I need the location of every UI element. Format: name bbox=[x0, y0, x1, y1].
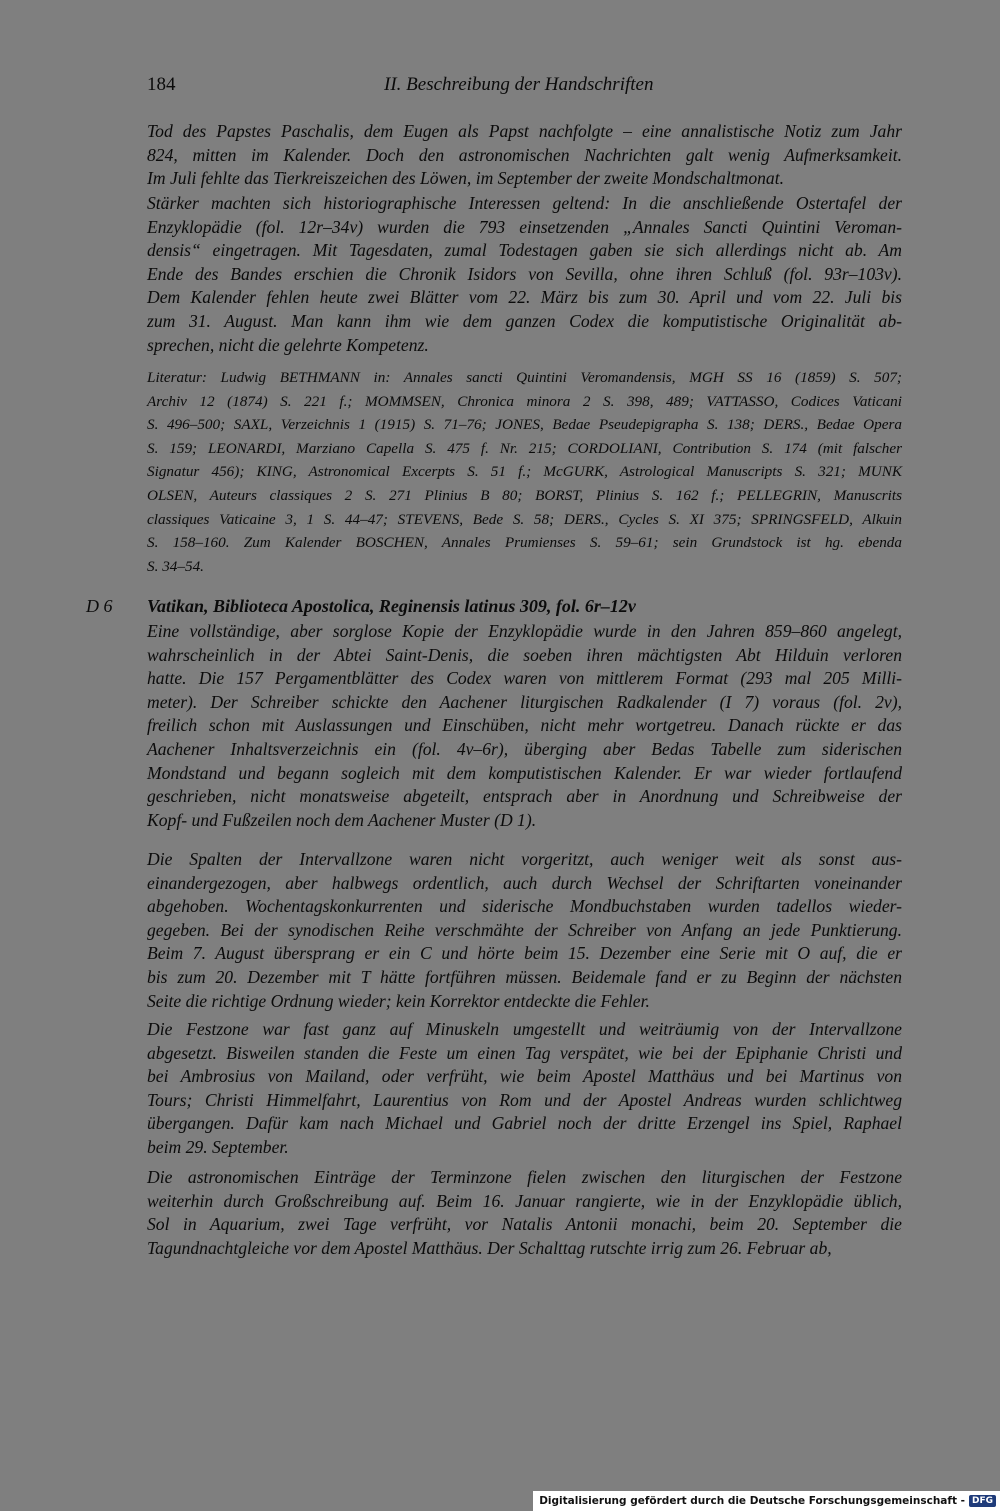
text-line: übergangen. Dafür kam nach Michael und Gabriel noch der dritte Erzengel ins Spiel, Raphael bbox=[147, 1113, 902, 1134]
text-line: densis“ eingetragen. Mit Tagesdaten, zumal Todestagen gaben sie sich allerdings nicht ab. Am bbox=[147, 240, 902, 261]
footer-bar bbox=[533, 1491, 1000, 1511]
text-line: S. 34–54. bbox=[147, 557, 204, 575]
text-line: Enzyklopädie (fol. 12r–34v) wurden die 793 einsetzenden „Annales Sancti Quintini Veroman- bbox=[147, 216, 902, 237]
text-line: sprechen, nicht die gelehrte Kompetenz. bbox=[147, 334, 429, 355]
text-line: Stärker machten sich historiographische Interessen geltend: In die anschließende Ostertafel der bbox=[147, 193, 902, 213]
text-line: beim 29. September. bbox=[147, 1136, 289, 1157]
section-paragraph-1 bbox=[147, 620, 902, 832]
section-paragraph-3 bbox=[147, 1018, 902, 1160]
text-line: hatte. Die 157 Pergamentblätter des Codex waren von mittlerem Format (293 mal 205 Milli- bbox=[147, 668, 902, 689]
text-line: Mondstand und begann sogleich mit dem komputistischen Kalender. Er war wieder fortlaufend bbox=[147, 762, 902, 783]
text-line: classiques Vaticaine 3, 1 S. 44–47; STEVENS, Bede S. 58; DERS., Cycles S. XI 375; SPRINGSFELD, Alkuin bbox=[147, 510, 902, 528]
text-line: Ende des Bandes erschien die Chronik Isidors von Sevilla, ohne ihren Schluß (fol. 93r–103v). bbox=[147, 263, 902, 284]
footer-text: Digitalisierung gefördert durch die Deutsche Forschungsgemeinschaft - bbox=[539, 1495, 965, 1507]
text-line: Die astronomischen Einträge der Terminzone fielen zwischen den liturgischen der Festzone bbox=[147, 1167, 902, 1187]
text-line: Eine vollständige, aber sorglose Kopie der Enzyklopädie wurde in den Jahren 859–860 angelegt, bbox=[147, 621, 902, 641]
text-line: weiterhin durch Großschreibung auf. Beim 16. Januar rangierte, wie in der Enzyklopädie üblich, bbox=[147, 1190, 902, 1211]
text-line: wahrscheinlich in der Abtei Saint-Denis, die soeben ihren mächtigsten Abt Hilduin verloren bbox=[147, 644, 902, 665]
text-line: abgesetzt. Bisweilen standen die Feste um einen Tag verspätet, wie bei der Epiphanie Christi und bbox=[147, 1042, 902, 1063]
page-number: 184 bbox=[147, 74, 176, 95]
text-line: gegeben. Bei der synodischen Reihe verschmähte der Schreiber von Anfang an jede Punktierung. bbox=[147, 919, 902, 940]
text-line: Archiv 12 (1874) S. 221 f.; MOMMSEN, Chronica minora 2 S. 398, 489; VATTASSO, Codices Vaticani bbox=[147, 392, 902, 410]
text-line: 824, mitten im Kalender. Doch den astronomischen Nachrichten galt wenig Aufmerksamkeit. bbox=[147, 144, 902, 165]
text-line: Signatur 456); KING, Astronomical Excerpts S. 51 f.; McGURK, Astrological Manuscripts S. 321; MUNK bbox=[147, 463, 902, 481]
text-line: Im Juli fehlte das Tierkreiszeichen des Löwen, im September der zweite Mondschaltmonat. bbox=[147, 168, 785, 189]
paragraph-intro bbox=[147, 120, 902, 191]
text-line: Tod des Papstes Paschalis, dem Eugen als Papst nachfolgte – eine annalistische Notiz zum Jahr bbox=[147, 121, 902, 141]
text-line: Dem Kalender fehlen heute zwei Blätter vom 22. März bis zum 30. April und vom 22. Juli bis bbox=[147, 287, 902, 308]
text-line: S. 158–160. Zum Kalender BOSCHEN, Annales Prumienses S. 59–61; sein Grundstock ist hg. ebenda bbox=[147, 534, 902, 552]
section-heading: Vatikan, Biblioteca Apostolica, Reginensis latinus 309, fol. 6r–12v bbox=[147, 596, 636, 616]
text-line: OLSEN, Auteurs classiques 2 S. 271 Plinius B 80; BORST, Plinius S. 162 f.; PELLEGRIN, Manuscrits bbox=[147, 486, 902, 504]
text-line: S. 496–500; SAXL, Verzeichnis 1 (1915) S. 71–76; JONES, Bedae Pseudepigrapha S. 138; DERS., Bedae Opera bbox=[147, 416, 902, 434]
text-line: Tagundnachtgleiche vor dem Apostel Matthäus. Der Schalttag rutschte irrig zum 26. Februar ab, bbox=[147, 1237, 832, 1258]
text-line: freilich schon mit Auslassungen und Einschüben, nicht mehr wortgetreu. Danach rückte er das bbox=[147, 715, 902, 736]
text-line: bis zum 20. Dezember mit T hätte fortführen müssen. Beidemale fand er zu Beginn der nächsten bbox=[147, 966, 902, 987]
section-label: D 6 bbox=[86, 596, 113, 616]
literature-list bbox=[147, 366, 902, 578]
section-paragraph-4 bbox=[147, 1166, 902, 1260]
text-line: Beim 7. August übersprang er ein C und hörte beim 15. Dezember eine Serie mit O auf, die er bbox=[147, 943, 902, 964]
text-line: Sol in Aquarium, zwei Tage verfrüht, vor Natalis Antonii monachi, beim 20. September die bbox=[147, 1214, 902, 1235]
paragraph-historiography bbox=[147, 192, 902, 357]
running-title: II. Beschreibung der Handschriften bbox=[384, 74, 654, 95]
text-line: abgehoben. Wochentagskonkurrenten und siderische Mondbuchstaben wurden tadellos wieder- bbox=[147, 896, 902, 917]
text-line: einandergezogen, aber halbwegs ordentlich, auch durch Wechsel der Schriftarten voneinander bbox=[147, 872, 902, 893]
dfg-logo: DFG bbox=[969, 1495, 996, 1507]
text-line: meter). Der Schreiber schickte den Aachener liturgischen Radkalender (I 7) voraus (fol. 2v), bbox=[147, 691, 902, 712]
text-line: Die Festzone war fast ganz auf Minuskeln umgestellt und weiträumig von der Intervallzone bbox=[147, 1019, 902, 1039]
section-paragraph-2 bbox=[147, 848, 902, 1013]
text-line: Kopf- und Fußzeilen noch dem Aachener Muster (D 1). bbox=[147, 809, 537, 830]
text-line: geschrieben, nicht monatsweise abgeteilt, entsprach aber in Anordnung und Schreibweise der bbox=[147, 786, 902, 807]
text-line: bei Ambrosius von Mailand, oder verfrüht, wie beim Apostel Matthäus und bei Martinus von bbox=[147, 1066, 902, 1087]
text-line: Die Spalten der Intervallzone waren nicht vorgeritzt, auch weniger weit als sonst aus- bbox=[147, 849, 902, 869]
text-line: S. 159; LEONARDI, Marziano Capella S. 475 f. Nr. 215; CORDOLIANI, Contribution S. 174 (mit falscher bbox=[147, 439, 902, 457]
text-line: Aachener Inhaltsverzeichnis ein (fol. 4v–6r), überging aber Bedas Tabelle zum siderischen bbox=[147, 738, 902, 759]
text-line: Tours; Christi Himmelfahrt, Laurentius von Rom und der Apostel Andreas wurden schlichtweg bbox=[147, 1089, 902, 1110]
text-line: Literatur: Ludwig BETHMANN in: Annales sancti Quintini Veromandensis, MGH SS 16 (1859) S. 507; bbox=[147, 369, 902, 386]
text-line: Seite die richtige Ordnung wieder; kein Korrektor entdeckte die Fehler. bbox=[147, 990, 650, 1011]
text-line: zum 31. August. Man kann ihm wie dem ganzen Codex die komputistische Originalität ab- bbox=[147, 310, 902, 331]
